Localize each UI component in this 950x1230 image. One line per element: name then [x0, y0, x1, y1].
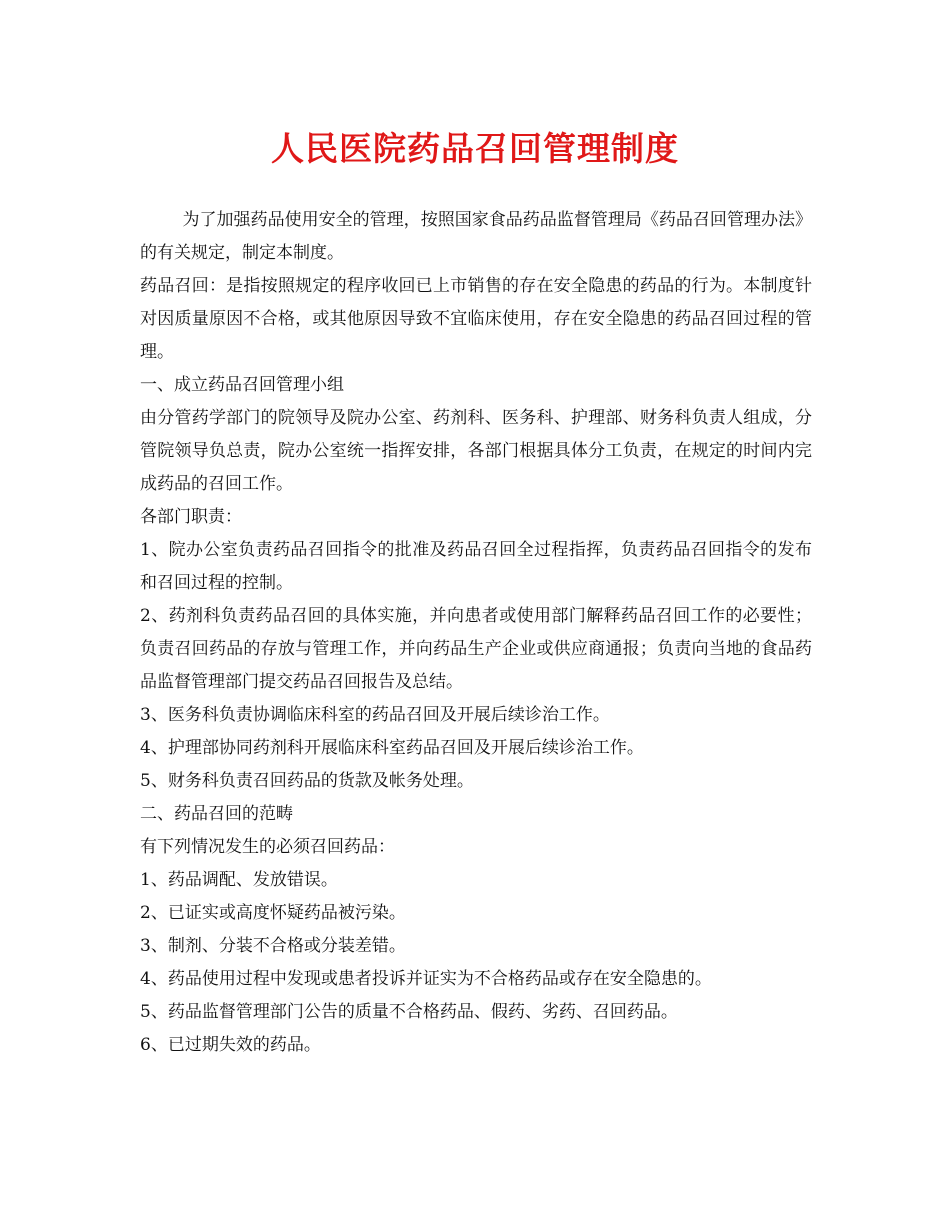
document-body [140, 204, 812, 1062]
list-item-responsibility-5: 5、财务科负责召回药品的货款及帐务处理。 [140, 771, 474, 791]
list-item-responsibility-2: 2、药剂科负责药品召回的具体实施，并向患者或使用部门解释药品召回工作的必要性；负责召回药品的存放与管理工作，并向药品生产企业或供应商通报；负责向当地的食品药品监督管理部门提交药品召回报告及总结。 [140, 606, 812, 692]
paragraph-definition: 药品召回：是指按照规定的程序收回已上市销售的存在安全隐患的药品的行为。本制度针对因质量原因不合格，或其他原因导致不宜临床使用，存在安全隐患的药品召回过程的管理。 [140, 276, 812, 362]
paragraph-intro: 为了加强药品使用安全的管理，按照国家食品药品监督管理局《药品召回管理办法》的有关规定，制定本制度。 [140, 210, 812, 263]
section-heading-2: 二、药品召回的范畴 [140, 804, 293, 824]
list-item-condition-4: 4、药品使用过程中发现或患者投诉并证实为不合格药品或存在安全隐患的。 [140, 969, 712, 989]
list-item-condition-1: 1、药品调配、发放错误。 [140, 870, 338, 890]
list-item-responsibility-3: 3、医务科负责协调临床科室的药品召回及开展后续诊治工作。 [140, 705, 610, 725]
paragraph-group-composition: 由分管药学部门的院领导及院办公室、药剂科、医务科、护理部、财务科负责人组成，分管院领导负总责，院办公室统一指挥安排，各部门根据具体分工负责，在规定的时间内完成药品的召回工作。 [140, 408, 812, 494]
list-item-condition-3: 3、制剂、分装不合格或分装差错。 [140, 936, 406, 956]
list-item-responsibility-1: 1、院办公室负责药品召回指令的批准及药品召回全过程指挥，负责药品召回指令的发布和召回过程的控制。 [140, 540, 812, 593]
section-heading-1: 一、成立药品召回管理小组 [140, 375, 344, 395]
list-item-condition-2: 2、已证实或高度怀疑药品被污染。 [140, 903, 406, 923]
list-item-condition-5: 5、药品监督管理部门公告的质量不合格药品、假药、劣药、召回药品。 [140, 1002, 678, 1022]
paragraph-responsibilities-heading: 各部门职责： [140, 507, 242, 527]
list-item-responsibility-4: 4、护理部协同药剂科开展临床科室药品召回及开展后续诊治工作。 [140, 738, 644, 758]
list-item-condition-6: 6、已过期失效的药品。 [140, 1035, 321, 1055]
document-title: 人民医院药品召回管理制度 [271, 129, 679, 168]
paragraph-recall-conditions: 有下列情况发生的必须召回药品： [140, 837, 395, 857]
